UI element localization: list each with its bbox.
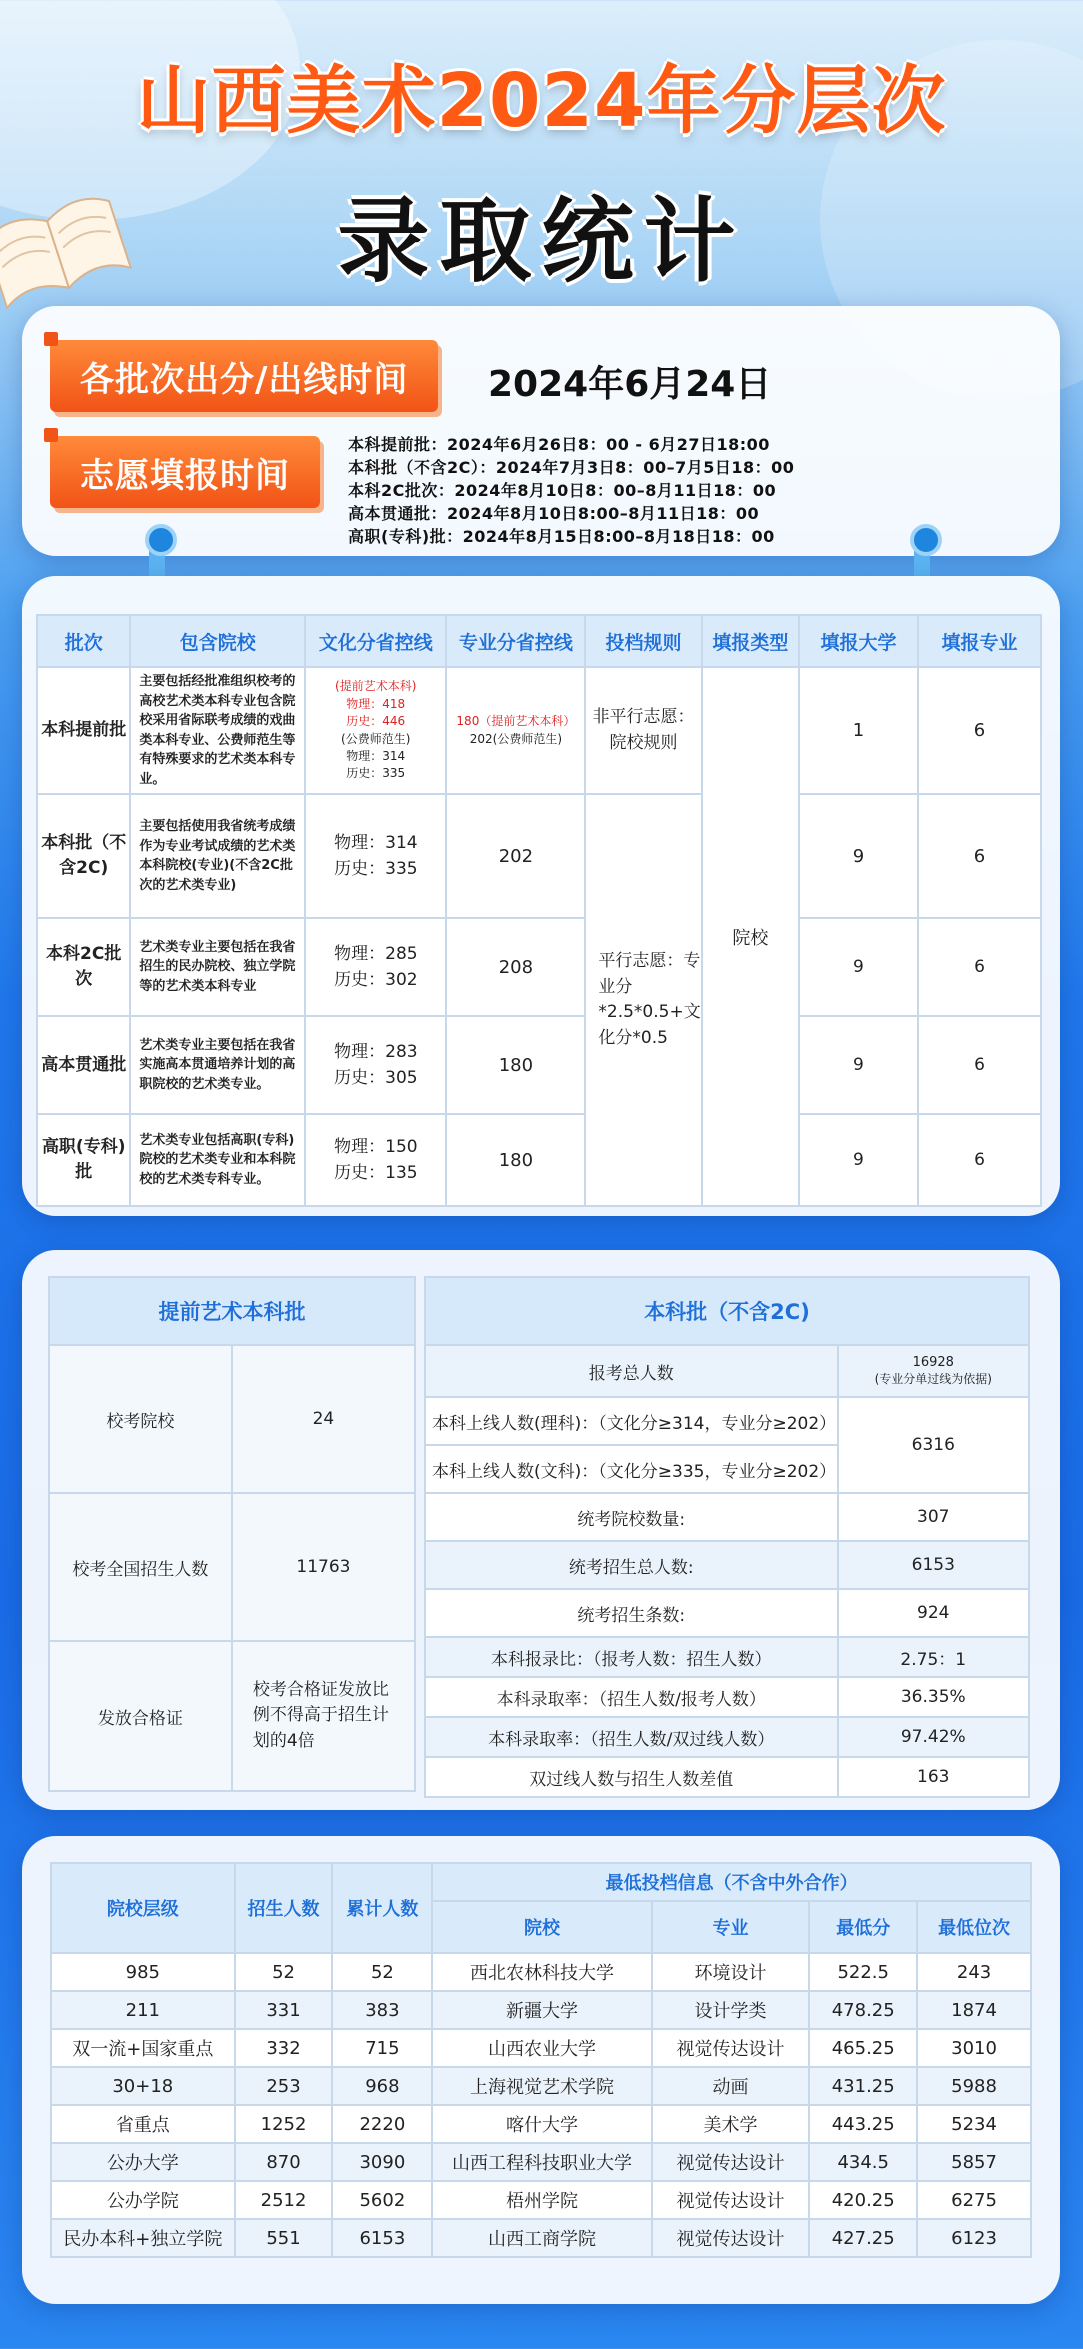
early-batch-title: 提前艺术本科批 xyxy=(49,1277,415,1345)
table-row: 211 331 383 新疆大学 设计学类 478.25 1874 xyxy=(51,1991,1031,2029)
th-major: 填报专业 xyxy=(918,615,1041,667)
batch-schools: 主要包括使用我省统考成绩作为专业考试成绩的艺术类本科院校(专业)(不含2C批次的艺术类专业) xyxy=(130,794,305,918)
stat-label: 校考全国招生人数 xyxy=(49,1493,232,1641)
stat-value: 11763 xyxy=(232,1493,415,1641)
stat-label: 本科录取率：（招生人数/双过线人数） xyxy=(425,1717,838,1757)
schedule-line: 高职(专科)批：2024年8月15日8:00–8月18日18：00 xyxy=(348,527,775,546)
th-level: 院校层级 xyxy=(51,1863,235,1953)
th-group: 最低投档信息（不含中外合作） xyxy=(432,1863,1031,1901)
culture-red-phys: 物理：418 xyxy=(346,696,406,711)
rule-nonparallel: 非平行志愿：院校规则 xyxy=(585,667,701,794)
page-subtitle: 录取统计 xyxy=(337,188,746,295)
page-title: 山西美术2024年分层次 xyxy=(136,58,947,144)
stat-value: 16928 (专业分单过线为依据) xyxy=(838,1345,1029,1397)
batch-name: 高职(专科)批 xyxy=(37,1114,130,1206)
stat-label: 统考招生总人数: xyxy=(425,1541,838,1589)
stat-value: 2.75：1 xyxy=(838,1637,1029,1677)
batch-name: 高本贯通批 xyxy=(37,1016,130,1114)
th-school: 院校 xyxy=(432,1901,651,1953)
stat-value: 307 xyxy=(838,1493,1029,1541)
culture-line xyxy=(305,667,446,794)
th-uni: 填报大学 xyxy=(799,615,918,667)
schedule-line: 高本贯通批：2024年8月10日8:00–8月11日18：00 xyxy=(348,504,760,523)
stat-label: 统考招生条数: xyxy=(425,1589,838,1637)
pro-line: 180 xyxy=(446,1016,585,1114)
culture-phys: 物理：314 xyxy=(346,748,406,763)
th-min: 最低分 xyxy=(809,1901,917,1953)
table-row: 公办学院 2512 5602 梧州学院 视觉传达设计 420.25 6275 xyxy=(51,2181,1031,2219)
stat-value: 924 xyxy=(838,1589,1029,1637)
batch-name: 本科2C批次 xyxy=(37,918,130,1016)
culture-red-hist: 历史：446 xyxy=(346,714,406,729)
schedule-line: 本科2C批次：2024年8月10日8：00–8月11日18：00 xyxy=(348,481,777,500)
stat-label: 发放合格证 xyxy=(49,1641,232,1791)
stat-label: 本科录取率：（招生人数/报考人数） xyxy=(425,1677,838,1717)
batch-schools: 主要包括经批准组织校考的高校艺术类本科专业包含院校采用省际联考成绩的戏曲类本科专业、公费师范生等有特殊要求的艺术类本科专业。 xyxy=(130,667,305,794)
batch-schools: 艺术类专业主要包括在我省实施高本贯通培养计划的高职院校的艺术类专业。 xyxy=(130,1016,305,1114)
stat-label: 报考总人数 xyxy=(425,1345,838,1397)
uni-count: 9 xyxy=(799,794,918,918)
culture-red-note: (提前艺术本科) xyxy=(335,679,417,694)
score-time-label: 各批次出分/出线时间 xyxy=(50,340,438,412)
pro-line: 202 xyxy=(446,794,585,918)
major-count: 6 xyxy=(918,1016,1041,1114)
stat-value: 6316 xyxy=(838,1397,1029,1493)
culture-line: 物理：150 历史：135 xyxy=(305,1114,446,1206)
table-row: 公办大学 870 3090 山西工程科技职业大学 视觉传达设计 434.5 5857 xyxy=(51,2143,1031,2181)
stat-label: 统考院校数量: xyxy=(425,1493,838,1541)
pro-note: 202(公费师范生) xyxy=(469,731,563,746)
stat-value: 163 xyxy=(838,1757,1029,1797)
pro-red: 180（提前艺术本科） xyxy=(456,714,576,729)
schedule-line: 本科提前批：2024年6月26日8：00 - 6月27日18:00 xyxy=(348,435,770,454)
stat-value: 24 xyxy=(232,1345,415,1493)
undergrad-table xyxy=(424,1276,1030,1798)
tier-table xyxy=(50,1862,1032,2258)
schedule-line: 本科批（不含2C）：2024年7月3日8：00–7月5日18：00 xyxy=(348,458,795,477)
table-row: 民办本科+独立学院 551 6153 山西工商学院 视觉传达设计 427.25 6123 xyxy=(51,2219,1031,2257)
th-rule: 投档规则 xyxy=(585,615,701,667)
th-schools: 包含院校 xyxy=(130,615,305,667)
uni-count: 9 xyxy=(799,1016,918,1114)
table-row: 985 52 52 西北农林科技大学 环境设计 522.5 243 xyxy=(51,1953,1031,1991)
culture-note: (公费师范生) xyxy=(341,731,411,746)
th-major: 专业 xyxy=(652,1901,810,1953)
culture-line: 物理：314 历史：335 xyxy=(305,794,446,918)
major-count: 6 xyxy=(918,1114,1041,1206)
rule-parallel: 平行志愿：专业分*2.5*0.5+文化分*0.5 xyxy=(585,794,701,1206)
undergrad-title: 本科批（不含2C) xyxy=(425,1277,1029,1345)
stat-value: 6153 xyxy=(838,1541,1029,1589)
stat-value: 36.35% xyxy=(838,1677,1029,1717)
uni-count: 1 xyxy=(799,667,918,794)
batch-name: 本科提前批 xyxy=(37,667,130,794)
th-batch: 批次 xyxy=(37,615,130,667)
major-count: 6 xyxy=(918,667,1041,794)
batch-table xyxy=(36,614,1042,1207)
score-date: 2024年6月24日 xyxy=(488,364,772,405)
early-batch-table xyxy=(48,1276,416,1792)
fill-type: 院校 xyxy=(702,667,799,1206)
th-enroll: 招生人数 xyxy=(235,1863,333,1953)
uni-count: 9 xyxy=(799,1114,918,1206)
table-row: 省重点 1252 2220 喀什大学 美术学 443.25 5234 xyxy=(51,2105,1031,2143)
stat-label: 校考院校 xyxy=(49,1345,232,1493)
uni-count: 9 xyxy=(799,918,918,1016)
table-row: 双一流+国家重点 332 715 山西农业大学 视觉传达设计 465.25 3010 xyxy=(51,2029,1031,2067)
fill-time-label: 志愿填报时间 xyxy=(50,436,320,508)
stat-label: 本科报录比：（报考人数：招生人数） xyxy=(425,1637,838,1677)
culture-line: 物理：285 历史：302 xyxy=(305,918,446,1016)
batch-name: 本科批（不含2C) xyxy=(37,794,130,918)
stat-label: 本科上线人数(文科)：（文化分≥335，专业分≥202） xyxy=(425,1445,838,1493)
stat-value: 校考合格证发放比例不得高于招生计划的4倍 xyxy=(232,1641,415,1791)
culture-hist: 历史：335 xyxy=(346,766,406,781)
th-culture: 文化分省控线 xyxy=(305,615,446,667)
batch-schools: 艺术类专业主要包括在我省招生的民办院校、独立学院等的艺术类本科专业 xyxy=(130,918,305,1016)
pro-line: 180 xyxy=(446,1114,585,1206)
stat-value: 97.42% xyxy=(838,1717,1029,1757)
pro-line xyxy=(446,667,585,794)
pro-line: 208 xyxy=(446,918,585,1016)
th-rank: 最低位次 xyxy=(917,1901,1031,1953)
table-row: 30+18 253 968 上海视觉艺术学院 动画 431.25 5988 xyxy=(51,2067,1031,2105)
culture-line: 物理：283 历史：305 xyxy=(305,1016,446,1114)
major-count: 6 xyxy=(918,794,1041,918)
batch-schools: 艺术类专业包括高职(专科)院校的艺术类专业和本科院校的艺术类专科专业。 xyxy=(130,1114,305,1206)
th-cum: 累计人数 xyxy=(332,1863,432,1953)
stat-label: 本科上线人数(理科)：（文化分≥314，专业分≥202） xyxy=(425,1397,838,1445)
major-count: 6 xyxy=(918,918,1041,1016)
th-pro: 专业分省控线 xyxy=(446,615,585,667)
stat-label: 双过线人数与招生人数差值 xyxy=(425,1757,838,1797)
th-type: 填报类型 xyxy=(702,615,799,667)
